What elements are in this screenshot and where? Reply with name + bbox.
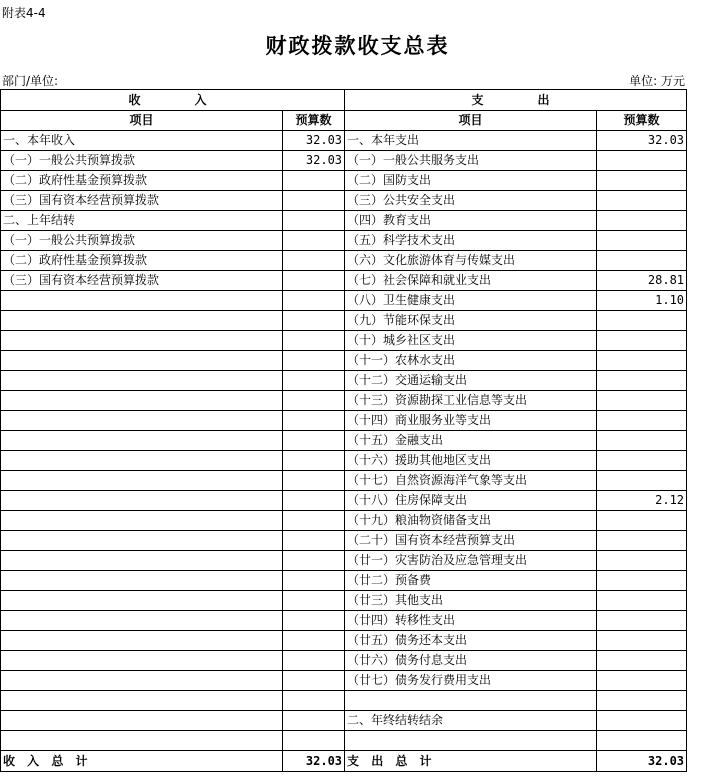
income-item-cell — [1, 651, 283, 671]
expense-budget-cell: 2.12 — [597, 491, 687, 511]
income-item-cell — [1, 551, 283, 571]
expense-budget-cell — [597, 211, 687, 231]
income-budget-cell — [283, 451, 345, 471]
income-budget-cell — [283, 531, 345, 551]
totals-row — [1, 751, 687, 772]
income-item-cell — [1, 351, 283, 371]
expense-total-value: 32.03 — [597, 751, 687, 772]
expense-budget-header: 预算数 — [597, 111, 687, 131]
income-budget-cell — [283, 551, 345, 571]
table-row — [1, 491, 687, 511]
income-budget-cell — [283, 691, 345, 711]
expense-item-cell: （二）国防支出 — [345, 171, 597, 191]
expense-item-cell: （四）教育支出 — [345, 211, 597, 231]
expense-item-cell: （十八）住房保障支出 — [345, 491, 597, 511]
income-budget-cell — [283, 411, 345, 431]
income-item-cell — [1, 571, 283, 591]
expense-budget-cell — [597, 511, 687, 531]
expense-budget-cell — [597, 731, 687, 751]
expense-budget-cell — [597, 471, 687, 491]
expense-budget-cell — [597, 391, 687, 411]
table-row — [1, 391, 687, 411]
expense-item-cell: （廿四）转移性支出 — [345, 611, 597, 631]
expense-budget-cell — [597, 611, 687, 631]
income-budget-cell — [283, 511, 345, 531]
income-budget-cell — [283, 231, 345, 251]
income-budget-cell: 32.03 — [283, 151, 345, 171]
table-row — [1, 231, 687, 251]
income-budget-cell — [283, 371, 345, 391]
expense-item-cell: （十）城乡社区支出 — [345, 331, 597, 351]
expense-item-cell: （廿二）预备费 — [345, 571, 597, 591]
expense-item-cell: （十六）援助其他地区支出 — [345, 451, 597, 471]
expense-item-cell: （廿一）灾害防治及应急管理支出 — [345, 551, 597, 571]
income-total-value: 32.03 — [283, 751, 345, 772]
table-row — [1, 131, 687, 151]
expense-budget-cell — [597, 231, 687, 251]
table-row — [1, 631, 687, 651]
expense-budget-cell — [597, 631, 687, 651]
income-item-cell: （一）一般公共预算拨款 — [1, 231, 283, 251]
expense-budget-cell — [597, 671, 687, 691]
income-budget-cell — [283, 711, 345, 731]
expense-budget-cell — [597, 591, 687, 611]
income-item-cell — [1, 491, 283, 511]
income-budget-cell — [283, 591, 345, 611]
expense-item-cell: （廿三）其他支出 — [345, 591, 597, 611]
column-header-row — [1, 111, 687, 131]
expense-budget-cell — [597, 171, 687, 191]
income-item-cell: （一）一般公共预算拨款 — [1, 151, 283, 171]
expense-budget-cell: 28.81 — [597, 271, 687, 291]
expense-item-cell: （二十）国有资本经营预算支出 — [345, 531, 597, 551]
table-row — [1, 691, 687, 711]
expense-item-cell: （八）卫生健康支出 — [345, 291, 597, 311]
income-budget-cell — [283, 651, 345, 671]
income-budget-cell — [283, 251, 345, 271]
table-row — [1, 591, 687, 611]
expense-budget-cell — [597, 411, 687, 431]
table-row — [1, 171, 687, 191]
income-item-cell — [1, 631, 283, 651]
table-row — [1, 191, 687, 211]
table-row — [1, 291, 687, 311]
expense-item-cell: （一）一般公共服务支出 — [345, 151, 597, 171]
expense-item-cell: （六）文化旅游体育与传媒支出 — [345, 251, 597, 271]
expense-budget-cell — [597, 711, 687, 731]
expense-total-label: 支 出 总 计 — [345, 751, 597, 772]
table-row — [1, 271, 687, 291]
department-label: 部门/单位: — [2, 74, 59, 88]
table-row — [1, 371, 687, 391]
expense-item-cell: （十三）资源勘探工业信息等支出 — [345, 391, 597, 411]
income-item-cell — [1, 671, 283, 691]
table-row — [1, 471, 687, 491]
table-row — [1, 351, 687, 371]
income-item-cell: （三）国有资本经营预算拨款 — [1, 271, 283, 291]
income-item-header: 项目 — [1, 111, 283, 131]
expense-budget-cell — [597, 251, 687, 271]
income-item-cell: （二）政府性基金预算拨款 — [1, 251, 283, 271]
expense-item-cell: （五）科学技术支出 — [345, 231, 597, 251]
income-budget-cell — [283, 211, 345, 231]
expense-budget-cell — [597, 551, 687, 571]
expense-budget-cell — [597, 151, 687, 171]
table-row — [1, 571, 687, 591]
income-budget-cell — [283, 351, 345, 371]
table-row — [1, 211, 687, 231]
page-title: 财政拨款收支总表 — [265, 33, 450, 58]
expense-item-cell: （十二）交通运输支出 — [345, 371, 597, 391]
income-budget-cell — [283, 491, 345, 511]
section-header-row — [1, 90, 687, 111]
table-row — [1, 731, 687, 751]
income-item-cell — [1, 311, 283, 331]
income-item-cell — [1, 711, 283, 731]
income-budget-cell — [283, 191, 345, 211]
income-budget-cell — [283, 471, 345, 491]
income-item-cell — [1, 411, 283, 431]
income-budget-cell — [283, 571, 345, 591]
income-section-header: 收 入 — [1, 90, 345, 111]
income-total-label: 收 入 总 计 — [1, 751, 283, 772]
table-row — [1, 711, 687, 731]
expense-budget-cell — [597, 571, 687, 591]
income-item-cell — [1, 531, 283, 551]
expense-item-cell — [345, 691, 597, 711]
expense-budget-cell — [597, 311, 687, 331]
income-item-cell — [1, 331, 283, 351]
income-item-cell — [1, 611, 283, 631]
income-budget-header: 预算数 — [283, 111, 345, 131]
expense-item-cell: （十七）自然资源海洋气象等支出 — [345, 471, 597, 491]
expense-budget-cell — [597, 691, 687, 711]
expense-item-cell: （十九）粮油物资储备支出 — [345, 511, 597, 531]
income-budget-cell — [283, 391, 345, 411]
table-row — [1, 311, 687, 331]
expense-budget-cell — [597, 451, 687, 471]
income-item-cell: 二、上年结转 — [1, 211, 283, 231]
expense-item-cell: （九）节能环保支出 — [345, 311, 597, 331]
table-row — [1, 411, 687, 431]
expense-budget-cell — [597, 331, 687, 351]
table-row — [1, 331, 687, 351]
income-item-cell — [1, 291, 283, 311]
expense-budget-cell: 1.10 — [597, 291, 687, 311]
expense-budget-cell — [597, 531, 687, 551]
income-budget-cell — [283, 311, 345, 331]
income-budget-cell — [283, 271, 345, 291]
expense-item-cell: （廿五）债务还本支出 — [345, 631, 597, 651]
table-row — [1, 671, 687, 691]
income-budget-cell — [283, 731, 345, 751]
expense-item-cell: 二、年终结转结余 — [345, 711, 597, 731]
income-item-cell — [1, 391, 283, 411]
attachment-label: 附表4-4 — [2, 6, 46, 20]
income-item-cell: （三）国有资本经营预算拨款 — [1, 191, 283, 211]
income-budget-cell — [283, 671, 345, 691]
expense-budget-cell — [597, 371, 687, 391]
expense-budget-cell — [597, 191, 687, 211]
unit-label: 单位: 万元 — [629, 74, 685, 88]
table-row — [1, 531, 687, 551]
expense-budget-cell — [597, 431, 687, 451]
income-item-cell: 一、本年收入 — [1, 131, 283, 151]
income-budget-cell — [283, 631, 345, 651]
income-budget-cell — [283, 611, 345, 631]
table-row — [1, 511, 687, 531]
income-budget-cell — [283, 291, 345, 311]
expense-item-header: 项目 — [345, 111, 597, 131]
expense-item-cell: 一、本年支出 — [345, 131, 597, 151]
expense-item-cell: （廿六）债务付息支出 — [345, 651, 597, 671]
table-row — [1, 651, 687, 671]
expense-item-cell — [345, 731, 597, 751]
table-row — [1, 551, 687, 571]
income-item-cell — [1, 471, 283, 491]
expense-item-cell: （十一）农林水支出 — [345, 351, 597, 371]
income-budget-cell: 32.03 — [283, 131, 345, 151]
table-row — [1, 451, 687, 471]
expense-item-cell: （三）公共安全支出 — [345, 191, 597, 211]
table-row — [1, 431, 687, 451]
expense-budget-cell — [597, 651, 687, 671]
income-budget-cell — [283, 331, 345, 351]
income-item-cell — [1, 451, 283, 471]
expense-budget-cell — [597, 351, 687, 371]
income-item-cell — [1, 371, 283, 391]
expense-item-cell: （七）社会保障和就业支出 — [345, 271, 597, 291]
income-item-cell — [1, 511, 283, 531]
income-budget-cell — [283, 171, 345, 191]
expense-item-cell: （十四）商业服务业等支出 — [345, 411, 597, 431]
income-item-cell — [1, 591, 283, 611]
table-row — [1, 611, 687, 631]
table-row — [1, 251, 687, 271]
income-item-cell — [1, 431, 283, 451]
table-row — [1, 151, 687, 171]
expense-section-header: 支 出 — [345, 90, 687, 111]
income-item-cell — [1, 731, 283, 751]
expense-budget-cell: 32.03 — [597, 131, 687, 151]
expense-item-cell: （十五）金融支出 — [345, 431, 597, 451]
income-item-cell — [1, 691, 283, 711]
income-budget-cell — [283, 431, 345, 451]
income-item-cell: （二）政府性基金预算拨款 — [1, 171, 283, 191]
expense-item-cell: （廿七）债务发行费用支出 — [345, 671, 597, 691]
budget-table — [0, 89, 687, 772]
